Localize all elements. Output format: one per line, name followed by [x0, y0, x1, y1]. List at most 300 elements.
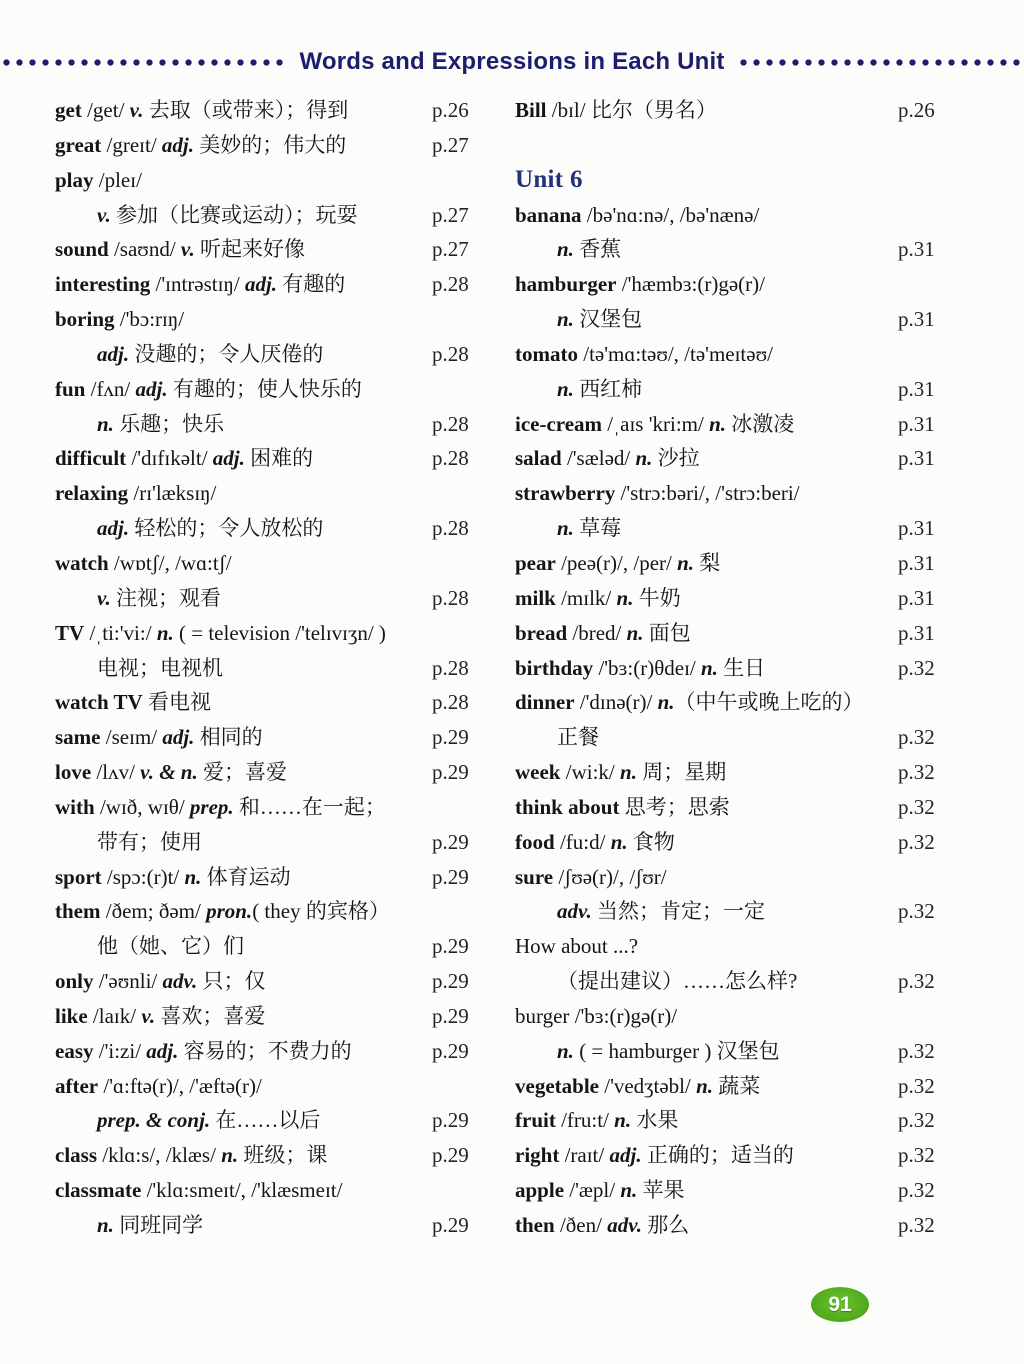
page-ref: p.28 — [432, 411, 469, 436]
part-of-speech: adj. — [244, 272, 278, 297]
headword: salad — [515, 446, 562, 471]
headword: fruit — [515, 1108, 556, 1133]
entry-text — [515, 581, 681, 616]
chinese-gloss: （中午或晚上吃的） — [674, 690, 864, 715]
entry-text — [515, 651, 765, 686]
phonetics: /'bɜ:(r)θdeɪ/ — [593, 655, 701, 680]
chinese-gloss: 在……以后 — [210, 1108, 321, 1133]
entry-text — [55, 267, 345, 302]
vocab-row — [515, 825, 960, 860]
phonetics: /fʌn/ — [85, 376, 136, 401]
headword: strawberry — [515, 481, 616, 506]
part-of-speech: n. — [97, 411, 114, 436]
phonetics: /pleɪ/ — [93, 167, 142, 192]
page-ref: p.26 — [898, 98, 935, 122]
entry-text — [55, 128, 346, 163]
entry-text — [55, 163, 142, 198]
part-of-speech: n. — [610, 829, 628, 854]
vocab-row — [55, 929, 495, 964]
note-text: burger — [515, 1003, 570, 1028]
headword: milk — [515, 585, 556, 610]
chinese-gloss: 看电视 — [142, 690, 211, 715]
chinese-gloss: 蔬菜 — [713, 1073, 761, 1098]
part-of-speech: n. — [221, 1143, 239, 1168]
entry-text — [515, 1138, 794, 1173]
phonetics: /ðen/ — [554, 1213, 608, 1237]
part-of-speech: v. & n. — [140, 760, 198, 785]
page-ref: p.29 — [432, 829, 469, 854]
vocab-row — [55, 616, 495, 651]
part-of-speech: adv. — [557, 899, 592, 924]
phonetics: /seɪm/ — [100, 725, 163, 750]
entry-text — [515, 441, 700, 476]
page-ref: p.28 — [432, 272, 469, 297]
page-ref: p.27 — [432, 237, 469, 262]
entry-text — [55, 755, 287, 790]
note-text: How about ...? — [515, 934, 639, 959]
chinese-gloss: 有趣的 — [277, 272, 346, 297]
vocab-row — [515, 302, 960, 337]
entry-text — [515, 790, 730, 825]
page-ref: p.32 — [898, 794, 935, 819]
chinese-gloss: 容易的；不费力的 — [178, 1038, 352, 1063]
part-of-speech: n. — [614, 1108, 632, 1133]
entry-text — [515, 1103, 678, 1138]
vocab-row — [55, 302, 495, 337]
phonetics: /wɪð, wɪθ/ — [94, 794, 190, 819]
page-ref: p.31 — [898, 446, 935, 471]
vocab-row — [55, 337, 495, 372]
page-ref: p.28 — [432, 690, 469, 715]
page-ref: p.32 — [898, 655, 935, 680]
vocab-row — [515, 929, 960, 964]
chinese-gloss: 乐趣；快乐 — [113, 411, 225, 436]
page-ref: p.31 — [898, 550, 935, 575]
entry-text — [55, 198, 358, 233]
phonetics: /laɪk/ — [87, 1003, 142, 1028]
entry-text — [55, 1173, 342, 1208]
entry-text — [515, 894, 765, 929]
chinese-gloss: 汉堡包 — [716, 1038, 780, 1063]
entry-text — [55, 546, 232, 581]
page-number-badge: 91 — [811, 1287, 869, 1322]
chinese-gloss: 同班同学 — [113, 1213, 204, 1237]
headword: like — [55, 1003, 88, 1028]
phonetics: /bə'nɑ:nə/, /bə'nænə/ — [581, 202, 760, 227]
chinese-gloss: 水果 — [631, 1108, 679, 1133]
entry-text — [515, 546, 720, 581]
chinese-gloss: 沙拉 — [652, 446, 700, 471]
vocab-row — [55, 1069, 495, 1104]
vocab-row — [515, 1103, 960, 1138]
chinese-gloss: （提出建议）……怎么样? — [557, 969, 798, 994]
headword: think about — [515, 794, 620, 819]
page-ref: p.29 — [432, 934, 469, 959]
vocab-row — [515, 441, 960, 476]
page-ref: p.32 — [898, 899, 935, 924]
vocab-row — [515, 581, 960, 616]
note-text: ( = television /'telɪvɪʒn/ ) — [173, 620, 386, 645]
part-of-speech: adj. — [97, 516, 130, 541]
part-of-speech: n. — [616, 585, 634, 610]
vocab-row — [55, 232, 495, 267]
entry-text — [515, 407, 794, 442]
entry-text — [515, 93, 717, 128]
chinese-gloss: 冰激凌 — [726, 411, 795, 436]
part-of-speech: adj. — [212, 446, 245, 471]
part-of-speech: n. — [620, 1178, 638, 1203]
vocab-row — [55, 1208, 495, 1243]
chinese-gloss: 那么 — [641, 1213, 690, 1237]
vocab-row — [55, 267, 495, 302]
headword: Bill — [515, 98, 547, 122]
page-ref: p.28 — [432, 655, 469, 680]
headword: after — [55, 1073, 99, 1098]
entry-text — [515, 476, 800, 511]
chinese-gloss: 电视；电视机 — [97, 655, 223, 680]
page-ref: p.32 — [898, 1178, 935, 1203]
page-ref: p.27 — [432, 132, 469, 157]
phonetics: /spɔ:(r)t/ — [101, 864, 185, 889]
chinese-gloss: 梨 — [694, 550, 721, 575]
part-of-speech: n. — [184, 864, 202, 889]
page-ref: p.29 — [432, 725, 469, 750]
entry-text — [55, 1208, 203, 1243]
vocab-row — [515, 755, 960, 790]
page-ref: p.32 — [898, 969, 935, 994]
phonetics: /fru:t/ — [555, 1108, 615, 1133]
page-ref: p.31 — [898, 307, 935, 332]
entry-text — [515, 685, 864, 720]
page-ref: p.29 — [432, 1143, 469, 1168]
page-ref: p.29 — [432, 1038, 469, 1063]
dotted-leader-right — [737, 58, 1024, 67]
entry-text — [55, 372, 362, 407]
chinese-gloss: 正确的；适当的 — [641, 1143, 794, 1168]
entry-text — [55, 616, 386, 651]
phonetics: /'ɪntrəstɪŋ/ — [150, 272, 245, 297]
vocab-row — [55, 407, 495, 442]
entry-text — [55, 860, 291, 895]
phonetics: /tə'mɑ:təʊ/, /tə'meɪtəʊ/ — [577, 341, 773, 366]
headword: relaxing — [55, 481, 129, 506]
entry-text — [55, 651, 223, 686]
phonetics: /bɪl/ — [546, 98, 591, 122]
headword: them — [55, 899, 101, 924]
spacer-row — [515, 128, 960, 163]
page-ref: p.31 — [898, 376, 935, 401]
part-of-speech: prep. & conj. — [97, 1108, 211, 1133]
headword: right — [515, 1143, 560, 1168]
page-ref: p.29 — [432, 760, 469, 785]
phonetics: /'bɜ:(r)gə(r)/ — [569, 1003, 678, 1028]
vocab-row — [55, 1173, 495, 1208]
vocab-row — [515, 860, 960, 895]
chinese-gloss: 汉堡包 — [573, 307, 643, 332]
headword: class — [55, 1143, 97, 1168]
vocab-row — [55, 581, 495, 616]
part-of-speech: prep. — [189, 794, 234, 819]
page-ref: p.32 — [898, 829, 935, 854]
headword: banana — [515, 202, 582, 227]
headword: only — [55, 969, 94, 994]
chinese-gloss: 面包 — [643, 620, 691, 645]
phonetics: /'hæmbɜ:(r)gə(r)/ — [616, 272, 765, 297]
headword: love — [55, 760, 92, 785]
entry-text — [55, 511, 323, 546]
phonetics: /ʃʊə(r)/, /ʃʊr/ — [553, 864, 667, 889]
part-of-speech: adv. — [162, 969, 198, 994]
chinese-gloss: 爱；喜爱 — [197, 760, 287, 785]
vocab-row — [55, 651, 495, 686]
page-ref: p.32 — [898, 760, 935, 785]
entry-text — [515, 302, 642, 337]
entry-text — [515, 1173, 685, 1208]
phonetics: /'sæləd/ — [561, 446, 636, 471]
part-of-speech: adj. — [609, 1143, 642, 1168]
phonetics: /'i:zi/ — [93, 1038, 147, 1063]
vocab-row — [55, 999, 495, 1034]
entry-text — [515, 1208, 689, 1243]
vocab-row — [515, 337, 960, 372]
entry-text — [55, 302, 184, 337]
phonetics: /greɪt/ — [101, 132, 162, 157]
page-title: Words and Expressions in Each Unit — [299, 48, 725, 75]
chinese-gloss: 苹果 — [637, 1178, 685, 1203]
part-of-speech: adj. — [146, 1038, 179, 1063]
entry-text — [55, 929, 244, 964]
headword: bread — [515, 620, 568, 645]
phonetics: /peə(r)/, /per/ — [555, 550, 678, 575]
page-ref: p.28 — [432, 341, 469, 366]
chinese-gloss: 班级；课 — [238, 1143, 328, 1168]
chinese-gloss: 草莓 — [573, 516, 622, 541]
entry-text — [515, 1034, 780, 1069]
headword: sure — [515, 864, 554, 889]
phonetics: /fu:d/ — [554, 829, 611, 854]
headword: birthday — [515, 655, 594, 680]
phonetics: /wɒtʃ/, /wɑ:tʃ/ — [108, 550, 232, 575]
entry-text — [515, 860, 667, 895]
part-of-speech: v. — [97, 202, 111, 227]
phonetics: /wi:k/ — [560, 760, 621, 785]
vocab-row — [55, 198, 495, 233]
vocab-row — [55, 511, 495, 546]
entry-text — [515, 825, 675, 860]
phonetics: /ˌaɪs 'kri:m/ — [602, 411, 710, 436]
phonetics: /get/ — [81, 98, 130, 122]
note-text: ( they — [252, 899, 306, 924]
vocab-row — [55, 1103, 495, 1138]
vocab-row — [515, 685, 960, 720]
vocab-row — [55, 441, 495, 476]
entry-text — [55, 964, 266, 999]
phonetics: /ðem; ðəm/ — [100, 899, 207, 924]
part-of-speech: n. — [97, 1213, 114, 1237]
part-of-speech: n. — [696, 1073, 714, 1098]
vocab-row — [55, 964, 495, 999]
chinese-gloss: 没趣的；令人厌倦的 — [129, 341, 324, 366]
note-text: ( = hamburger ) — [573, 1038, 717, 1063]
vocab-row — [515, 999, 960, 1034]
vocab-row — [515, 546, 960, 581]
entry-text — [55, 720, 263, 755]
vocab-row — [515, 267, 960, 302]
headword: hamburger — [515, 272, 617, 297]
headword: interesting — [55, 272, 151, 297]
dotted-leader-left — [0, 58, 287, 67]
part-of-speech: n. — [557, 237, 574, 262]
part-of-speech: adj. — [135, 376, 168, 401]
page-ref: p.31 — [898, 516, 935, 541]
vocab-row — [515, 372, 960, 407]
chinese-gloss: 美妙的；伟大的 — [194, 132, 347, 157]
phonetics: /bred/ — [567, 620, 627, 645]
vocab-row — [515, 790, 960, 825]
headword: easy — [55, 1038, 94, 1063]
entry-text — [55, 1103, 320, 1138]
vocab-row — [55, 894, 495, 929]
page-ref: p.32 — [898, 1108, 935, 1133]
part-of-speech: n. — [657, 690, 675, 715]
chinese-gloss: 思考；思索 — [619, 794, 730, 819]
vocab-row — [55, 93, 495, 128]
headword: difficult — [55, 446, 127, 471]
vocab-row — [55, 860, 495, 895]
vocab-row — [55, 476, 495, 511]
page-ref: p.29 — [432, 1003, 469, 1028]
chinese-gloss: 听起来好像 — [194, 237, 305, 262]
page-ref: p.29 — [432, 1213, 469, 1237]
phonetics: /'æpl/ — [564, 1178, 621, 1203]
phonetics: /'dɪnə(r)/ — [574, 690, 658, 715]
part-of-speech: n. — [557, 376, 574, 401]
vocab-row — [515, 407, 960, 442]
chinese-gloss: 注视；观看 — [110, 585, 222, 610]
headword: sound — [55, 237, 109, 262]
entry-text — [55, 999, 265, 1034]
chinese-gloss: 去取（或带来）；得到 — [143, 98, 349, 122]
entry-text — [55, 1138, 327, 1173]
phonetics: /'klɑ:smeɪt/, /'klæsmeɪt/ — [141, 1178, 343, 1203]
chinese-gloss: 周；星期 — [636, 760, 727, 785]
headword: great — [55, 132, 102, 157]
headword: sport — [55, 864, 102, 889]
phonetics: /'ɑ:ftə(r)/, /'æftə(r)/ — [98, 1073, 262, 1098]
phonetics: /'dɪfɪkəlt/ — [126, 446, 213, 471]
page-ref: p.27 — [432, 202, 469, 227]
unit-heading: Unit 6 — [515, 165, 583, 193]
entry-text — [55, 476, 216, 511]
phonetics: /klɑ:s/, /klæs/ — [97, 1143, 222, 1168]
vocab-row — [55, 546, 495, 581]
chinese-gloss: 有趣的；使人快乐的 — [167, 376, 362, 401]
part-of-speech: adj. — [162, 725, 195, 750]
page-ref: p.28 — [432, 516, 469, 541]
headword: same — [55, 725, 101, 750]
entry-text — [55, 1034, 352, 1069]
vocab-column-right — [515, 93, 960, 1243]
phonetics: /'strɔ:bəri/, /'strɔ:beri/ — [615, 481, 800, 506]
part-of-speech: n. — [156, 620, 174, 645]
entry-text — [55, 93, 348, 128]
headword: watch TV — [55, 690, 143, 715]
page-ref: p.31 — [898, 411, 935, 436]
vocab-column-left — [55, 93, 495, 1243]
part-of-speech: n. — [557, 307, 574, 332]
page-ref: p.28 — [432, 446, 469, 471]
chinese-gloss: 西红柿 — [573, 376, 643, 401]
chinese-gloss: 牛奶 — [633, 585, 681, 610]
entry-text — [515, 964, 797, 999]
page-ref: p.32 — [898, 1213, 935, 1237]
part-of-speech: pron. — [206, 899, 253, 924]
part-of-speech: n. — [557, 1038, 574, 1063]
part-of-speech: v. — [97, 585, 111, 610]
page-ref: p.29 — [432, 969, 469, 994]
headword: vegetable — [515, 1073, 599, 1098]
entry-text — [55, 685, 211, 720]
chinese-gloss: 他（她、它）们 — [97, 934, 244, 959]
entry-text — [515, 999, 677, 1034]
part-of-speech: v. — [141, 1003, 156, 1028]
part-of-speech: n. — [709, 411, 727, 436]
vocab-row — [55, 1138, 495, 1173]
headword: play — [55, 167, 94, 192]
chinese-gloss: 比尔（男名） — [590, 98, 717, 122]
headword: classmate — [55, 1178, 142, 1203]
chinese-gloss: 香蕉 — [573, 237, 622, 262]
vocab-row — [55, 128, 495, 163]
chinese-gloss: 困难的 — [244, 446, 314, 471]
entry-text — [55, 407, 224, 442]
part-of-speech: adj. — [97, 341, 130, 366]
headword: pear — [515, 550, 556, 575]
vocab-row — [515, 93, 960, 128]
page-ref: p.32 — [898, 1038, 935, 1063]
headword: dinner — [515, 690, 575, 715]
vocab-row — [55, 790, 495, 825]
entry-text — [515, 1069, 760, 1104]
headword: then — [515, 1213, 555, 1237]
part-of-speech: n. — [557, 516, 574, 541]
headword: ice-cream — [515, 411, 603, 436]
vocab-row — [515, 894, 960, 929]
chinese-gloss: 参加（比赛或运动）；玩耍 — [110, 202, 358, 227]
phonetics: /lʌv/ — [91, 760, 141, 785]
vocab-row — [55, 825, 495, 860]
page-ref: p.31 — [898, 585, 935, 610]
page-ref: p.32 — [898, 725, 935, 750]
phonetics: /rɪ'læksɪŋ/ — [128, 481, 217, 506]
entry-text — [515, 720, 599, 755]
page-ref: p.32 — [898, 1143, 935, 1168]
vocab-row — [55, 163, 495, 198]
entry-text — [55, 1069, 262, 1104]
chinese-gloss: 和……在一起； — [233, 794, 386, 819]
page-ref: p.29 — [432, 864, 469, 889]
page-ref: p.31 — [898, 620, 935, 645]
entry-text — [515, 198, 759, 233]
headword: apple — [515, 1178, 565, 1203]
part-of-speech: adv. — [607, 1213, 642, 1237]
vocab-row — [515, 720, 960, 755]
phonetics: /saʊnd/ — [108, 237, 181, 262]
entry-text — [515, 929, 638, 964]
entry-text — [55, 790, 386, 825]
headword: with — [55, 794, 95, 819]
page-header — [0, 44, 1024, 80]
